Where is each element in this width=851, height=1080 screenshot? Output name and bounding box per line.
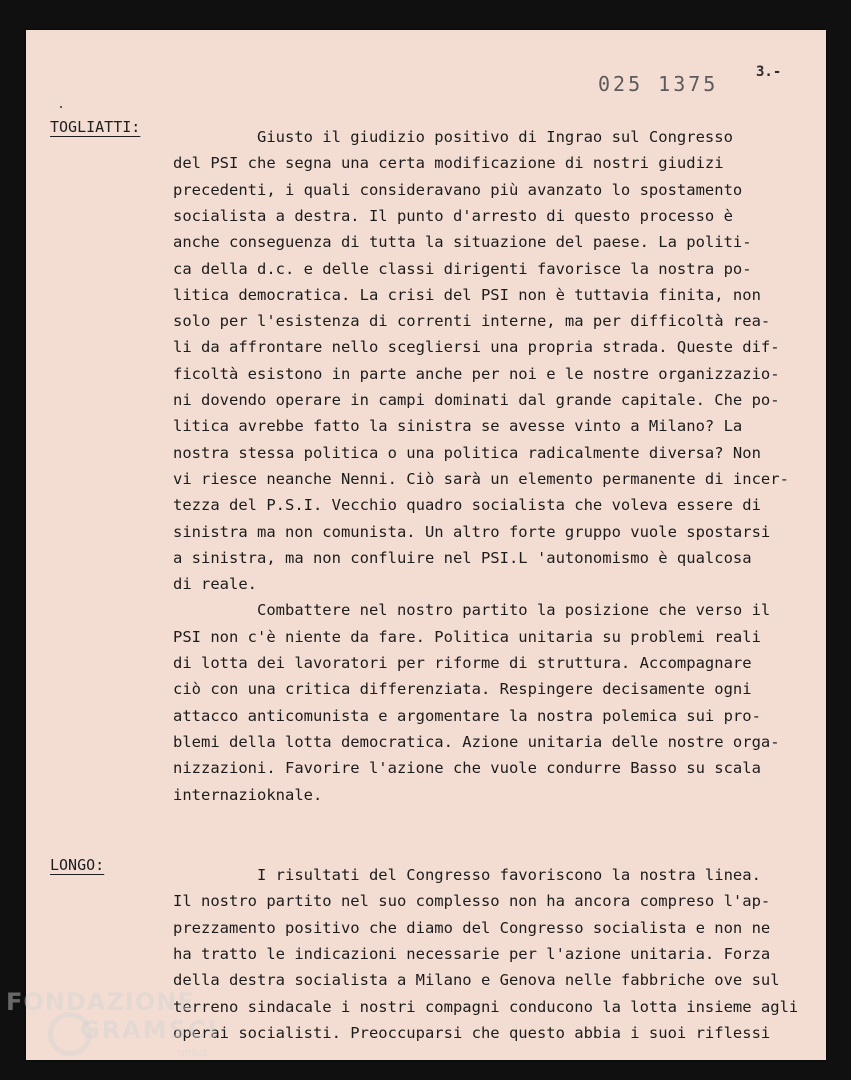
text-line: li da affrontare nello scegliersi una propria strada. Queste dif- <box>173 338 780 357</box>
text-line: operai socialisti. Preoccuparsi che questo abbia i suoi riflessi <box>173 1023 771 1042</box>
text-line: di lotta dei lavoratori per riforme di struttura. Accompagnare <box>173 654 752 672</box>
text-line: internazioknale. <box>173 785 323 804</box>
text-line: sinistra ma non comunista. Un altro forte gruppo vuole spostarsi <box>173 522 771 541</box>
text-line: prezzamento positivo che diamo del Congresso socialista e non ne <box>173 918 771 937</box>
ink-dot <box>60 106 62 108</box>
document-page <box>26 30 826 1060</box>
text-line: blemi della lotta democratica. Azione unitaria delle nostre orga- <box>173 732 780 751</box>
text-line: I risultati del Congresso favoriscono la nostra linea. <box>173 866 761 884</box>
text-line: Giusto il giudizio positivo di Ingrao sul Congresso <box>173 128 733 146</box>
text-line: tezza del P.S.I. Vecchio quadro socialista che voleva essere di <box>173 496 761 515</box>
text-line: vi riesce neanche Nenni. Ciò sarà un elemento permanente di incer- <box>173 469 789 488</box>
watermark-onlus: onlus <box>178 1046 208 1059</box>
text-line: ficoltà esistono in parte anche per noi e le nostre organizzazio- <box>173 364 780 383</box>
text-line: anche conseguenza di tutta la situazione del paese. La politi- <box>173 233 752 252</box>
archive-number: 025 1375 <box>598 72 719 96</box>
text-line: a sinistra, ma non confluire nel PSI.L 'autonomismo è qualcosa <box>173 548 752 567</box>
text-line: ca della d.c. e delle classi dirigenti favorisce la nostra po- <box>173 259 752 278</box>
text-line: di reale. <box>173 575 257 594</box>
text-line: Il nostro partito nel suo complesso non ha ancora compreso l'ap- <box>173 892 771 911</box>
text-line: del PSI che segna una certa modificazione di nostri giudizi <box>173 154 724 173</box>
text-line: nostra stessa politica o una politica radicalmente diversa? Non <box>173 443 761 462</box>
text-line: solo per l'esistenza di correnti interne, ma per difficoltà rea- <box>173 312 771 331</box>
text-line: Combattere nel nostro partito la posizione che verso il <box>173 601 771 620</box>
text-line: ha tratto le indicazioni necessarie per l'azione unitaria. Forza <box>173 944 771 963</box>
text-line: PSI non c'è niente da fare. Politica unitaria su problemi reali <box>173 627 761 646</box>
text-line: litica avrebbe fatto la sinistra se avesse vinto a Milano? La <box>173 417 743 436</box>
text-line: ni dovendo operare in campi dominati dal grande capitale. Che po- <box>173 391 780 409</box>
watermark-fondazione: FONDAZIONE <box>6 988 195 1016</box>
page-number: 3.- <box>756 64 782 80</box>
text-line: nizzazioni. Favorire l'azione che vuole condurre Basso su scala <box>173 759 761 778</box>
text-line: ciò con una critica differenziata. Respingere decisamente ogni <box>173 680 752 699</box>
text-line: precedenti, i quali consideravano più avanzato lo spostamento <box>173 180 743 199</box>
text-line: della destra socialista a Milano e Genova nelle fabbriche ove sul <box>173 971 780 990</box>
watermark-gramsci: GRAMSCI <box>80 1016 219 1044</box>
text-line: attacco anticomunista e argomentare la nostra polemica sui pro- <box>173 706 761 725</box>
text-line: terreno sindacale i nostri compagni conducono la lotta insieme agli <box>173 997 799 1016</box>
text-line: socialista a destra. Il punto d'arresto di questo processo è <box>173 206 733 225</box>
speaker-longo: LONGO: <box>50 856 105 874</box>
text-line: litica democratica. La crisi del PSI non è tuttavia finita, non <box>173 285 761 304</box>
speaker-togliatti: TOGLIATTI: <box>50 118 141 136</box>
